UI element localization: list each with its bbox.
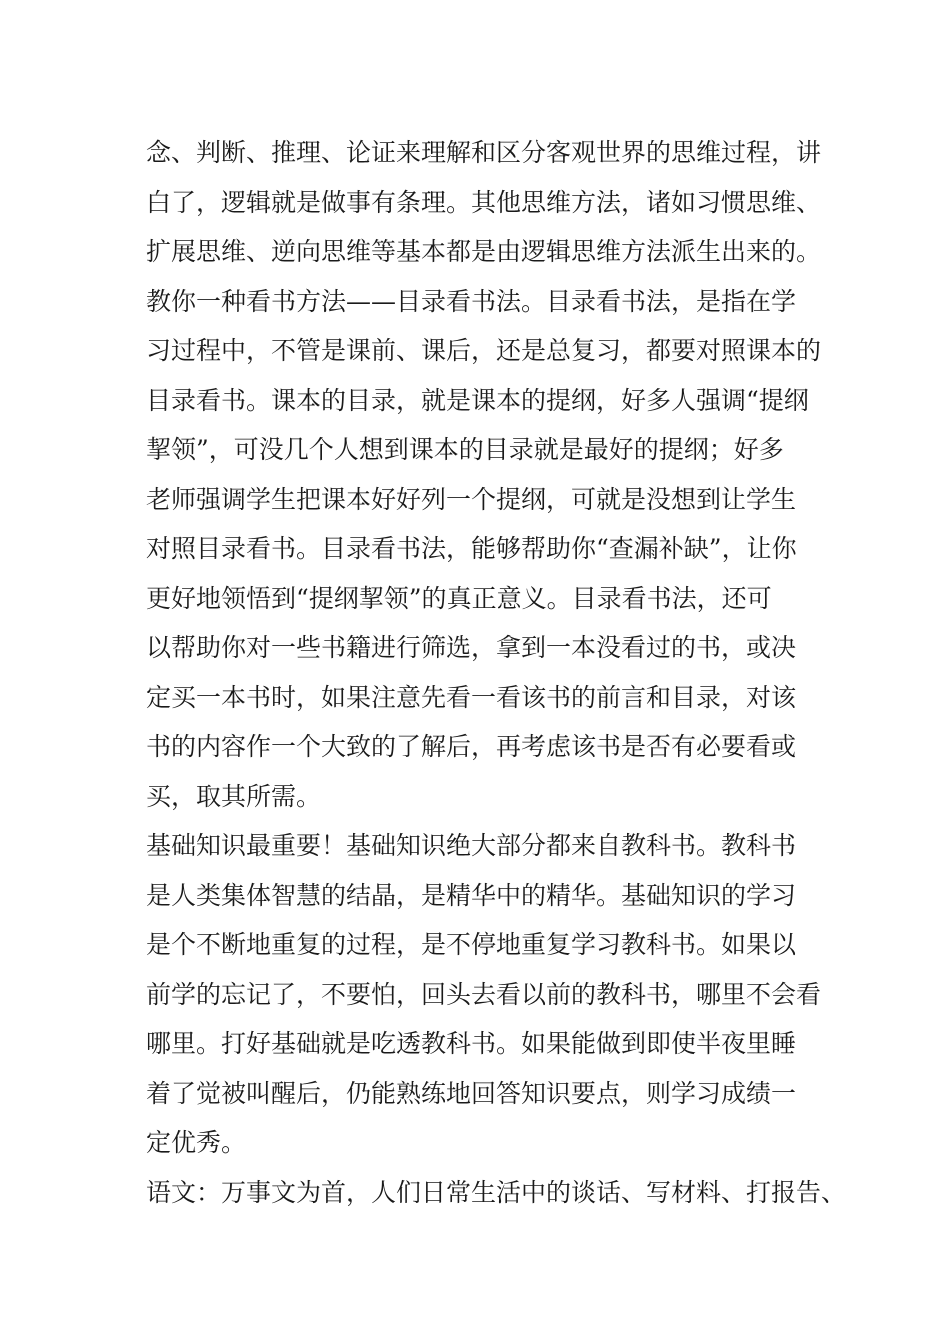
text-line: 语文：万事文为首，人们日常生活中的谈话、写材料、打报告、 [146,1177,847,1207]
text-line: 以帮助你对一些书籍进行筛选，拿到一本没看过的书，或决 [146,633,797,662]
text-line: 定优秀。 [146,1128,247,1157]
text-line: 是人类集体智慧的结晶，是精华中的精华。基础知识的学习 [146,880,797,910]
text-line: 习过程中，不管是课前、课后，还是总复习，都要对照课本的 [146,336,822,365]
text-line: 念、判断、推理、论证来理解和区分客观世界的思维过程，讲 [146,138,822,167]
text-line: 着了觉被叫醒后，仍能熟练地回答知识要点，则学习成绩一 [146,1078,797,1108]
text-line: 哪里。打好基础就是吃透教科书。如果能做到即使半夜里睡 [146,1029,797,1058]
text-line: 教你一种看书方法——目录看书法。目录看书法，是指在学 [146,286,797,316]
text-line: 挈领”，可没几个人想到课本的目录就是最好的提纲；好多 [146,435,784,464]
text-line: 老师强调学生把课本好好列一个提纲，可就是没想到让学生 [146,484,797,514]
text-line: 定买一本书时，如果注意先看一看该书的前言和目录，对该 [146,682,797,712]
text-line: 是个不断地重复的过程，是不停地重复学习教科书。如果以 [146,930,797,959]
text-line: 更好地领悟到“提纲挈领”的真正意义。目录看书法，还可 [146,583,772,613]
text-line: 基础知识最重要！基础知识绝大部分都来自教科书。教科书 [146,831,797,860]
text-line: 前学的忘记了，不要怕，回头去看以前的教科书，哪里不会看 [146,979,822,1009]
text-line: 对照目录看书。目录看书法，能够帮助你“查漏补缺”，让你 [146,534,797,563]
text-line: 扩展思维、逆向思维等基本都是由逻辑思维方法派生出来的。 [146,237,822,266]
body-text [146,128,847,1217]
text-line: 买，取其所需。 [146,781,322,811]
text-line: 目录看书。课本的目录，就是课本的提纲，好多人强调“提纲 [146,385,809,415]
text-line: 书的内容作一个大致的了解后，再考虑该书是否有必要看或 [146,732,797,761]
text-line: 白了，逻辑就是做事有条理。其他思维方法，诸如习惯思维、 [146,187,822,217]
